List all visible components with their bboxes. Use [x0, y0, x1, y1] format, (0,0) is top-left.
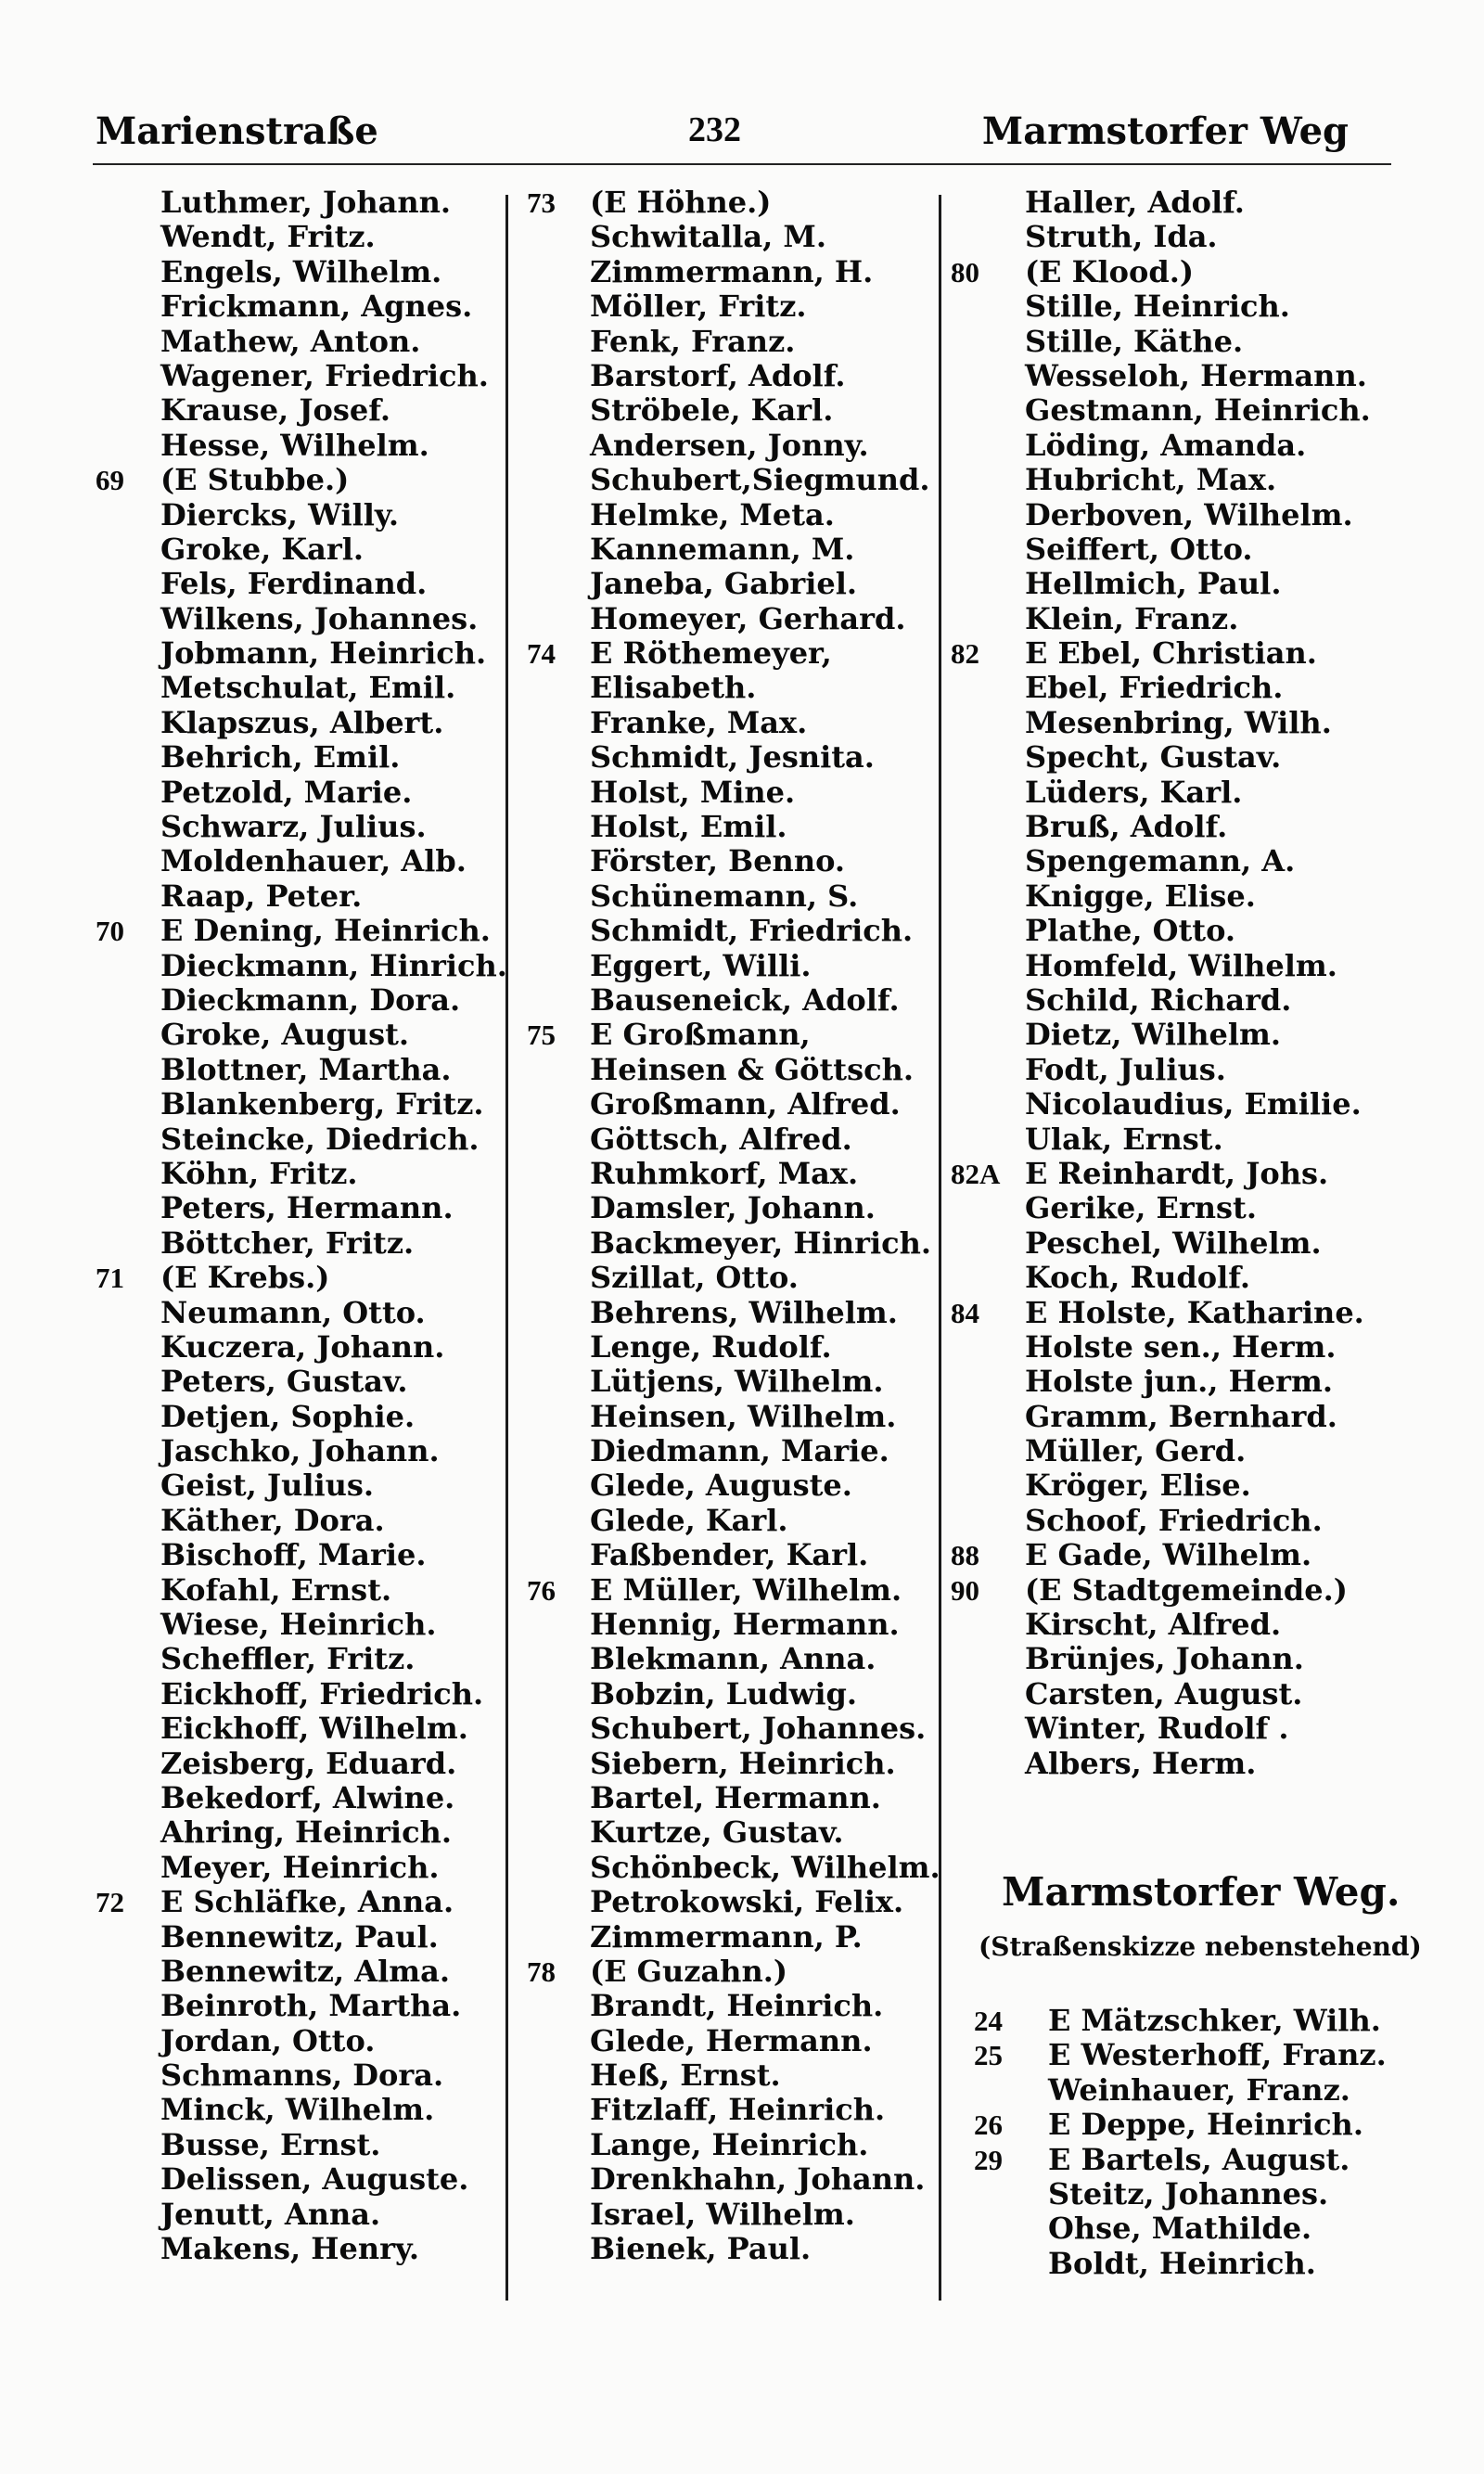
resident-name: Winter, Rudolf . [1025, 1711, 1289, 1747]
resident-name: Andersen, Jonny. [590, 427, 869, 463]
resident-name: Schwitalla, M. [590, 219, 826, 255]
resident-name: Zimmermann, P. [590, 1918, 863, 1955]
resident-name: Wesseloh, Hermann. [1025, 357, 1367, 393]
resident-name: Nicolaudius, Emilie. [1025, 1086, 1362, 1122]
resident-name: Struth, Ida. [1025, 219, 1218, 255]
resident-name: Kuczera, Johann. [160, 1328, 445, 1365]
resident-name: Bennewitz, Paul. [160, 1918, 439, 1955]
resident-name: Jordan, Otto. [160, 2022, 376, 2058]
resident-name: Wiese, Heinrich. [160, 1607, 437, 1643]
house-number: 70 [96, 915, 124, 948]
resident-name: Neumann, Otto. [160, 1294, 426, 1330]
resident-name: E Mätzschker, Wilh. [1048, 2003, 1381, 2038]
resident-name: Kofahl, Ernst. [160, 1571, 392, 1608]
resident-name: E Reinhardt, Johs. [1025, 1155, 1329, 1191]
resident-name: Steitz, Johannes. [1048, 2175, 1329, 2211]
house-number: 84 [951, 1296, 979, 1329]
resident-name: Stille, Käthe. [1025, 323, 1244, 359]
resident-name: Jenutt, Anna. [160, 2196, 381, 2232]
resident-name: (E Guzahn.) [590, 1953, 787, 1989]
resident-name: Barstorf, Adolf. [590, 357, 846, 393]
resident-name: Zimmermann, H. [590, 253, 874, 289]
resident-name: Engels, Wilhelm. [160, 253, 442, 289]
resident-name: Holst, Mine. [590, 774, 796, 810]
resident-name: Ebel, Friedrich. [1025, 670, 1284, 706]
resident-name: Boldt, Heinrich. [1048, 2245, 1316, 2281]
resident-name: Derboven, Wilhelm. [1025, 496, 1353, 532]
resident-name: E Bartels, August. [1048, 2141, 1350, 2177]
resident-name: E Großmann, [590, 1017, 811, 1053]
resident-name: Siebern, Heinrich. [590, 1745, 896, 1781]
resident-name: Fenk, Franz. [590, 323, 796, 359]
resident-name: Böttcher, Fritz. [160, 1224, 415, 1261]
resident-name: Jaschko, Johann. [160, 1433, 440, 1469]
resident-name: Faßbender, Karl. [590, 1537, 869, 1573]
resident-name: Stille, Heinrich. [1025, 288, 1290, 325]
resident-name: Szillat, Otto. [590, 1260, 799, 1296]
resident-name: Fitzlaff, Heinrich. [590, 2092, 886, 2128]
resident-name: Behrens, Wilhelm. [590, 1294, 898, 1330]
resident-name: Wendt, Fritz. [160, 219, 376, 255]
resident-name: Peschel, Wilhelm. [1025, 1224, 1322, 1261]
resident-name: Großmann, Alfred. [590, 1086, 901, 1122]
resident-name: Hennig, Hermann. [590, 1607, 900, 1643]
resident-name: (E Stadtgemeinde.) [1025, 1571, 1348, 1608]
resident-name: Bennewitz, Alma. [160, 1953, 450, 1989]
resident-name: Kurtze, Gustav. [590, 1814, 844, 1851]
resident-name: Peters, Gustav. [160, 1364, 408, 1400]
resident-name: Damsler, Johann. [590, 1190, 876, 1226]
resident-name: Schmidt, Jesnita. [590, 739, 875, 776]
resident-name: E Deppe, Heinrich. [1048, 2107, 1363, 2143]
resident-name: Fels, Ferdinand. [160, 566, 428, 602]
resident-name: Diercks, Willy. [160, 496, 399, 532]
resident-name: Groke, August. [160, 1017, 410, 1053]
section-title: Marmstorfer Weg. [1002, 1869, 1401, 1915]
resident-name: Hubricht, Max. [1025, 462, 1277, 498]
resident-name: Homfeld, Wilhelm. [1025, 947, 1337, 983]
house-number: 75 [527, 1019, 556, 1052]
column-divider-2 [939, 195, 941, 2301]
header-rule [93, 163, 1391, 165]
house-number: 78 [527, 1955, 556, 1988]
resident-name: Holst, Emil. [590, 809, 787, 845]
resident-name: Bobzin, Ludwig. [590, 1675, 857, 1711]
resident-name: Bartel, Hermann. [590, 1779, 881, 1815]
resident-name: Schünemann, S. [590, 878, 859, 914]
resident-name: E Röthemeyer, [590, 635, 832, 672]
resident-name: Makens, Henry. [160, 2231, 420, 2267]
resident-name: (E Stubbe.) [160, 462, 350, 498]
resident-name: Schubert, Johannes. [590, 1711, 927, 1747]
resident-name: Petzold, Marie. [160, 774, 413, 810]
resident-name: Lange, Heinrich. [590, 2126, 869, 2162]
resident-name: Israel, Wilhelm. [590, 2196, 855, 2232]
resident-name: Ohse, Mathilde. [1048, 2211, 1312, 2247]
resident-name: Kannemann, M. [590, 531, 855, 567]
resident-name: Elisabeth. [590, 670, 757, 706]
house-number: 73 [527, 186, 556, 219]
resident-name: Fodt, Julius. [1025, 1051, 1226, 1087]
resident-name: Moldenhauer, Alb. [160, 843, 467, 879]
resident-name: Heinsen, Wilhelm. [590, 1398, 897, 1434]
resident-name: Blankenberg, Fritz. [160, 1086, 484, 1122]
resident-name: Schmidt, Friedrich. [590, 913, 914, 949]
house-number: 76 [527, 1573, 556, 1607]
resident-name: Klapszus, Albert. [160, 704, 444, 740]
resident-name: Eggert, Willi. [590, 947, 812, 983]
resident-name: Koch, Rudolf. [1025, 1260, 1250, 1296]
house-number: 24 [974, 2005, 1003, 2037]
resident-name: Bischoff, Marie. [160, 1537, 427, 1573]
resident-name: Franke, Max. [590, 704, 808, 740]
resident-name: Luthmer, Johann. [160, 185, 451, 220]
resident-name: Kröger, Elise. [1025, 1468, 1251, 1504]
resident-name: Löding, Amanda. [1025, 427, 1307, 463]
resident-name: Schubert,Siegmund. [590, 462, 930, 498]
resident-name: Holste sen., Herm. [1025, 1328, 1337, 1365]
resident-name: Ulak, Ernst. [1025, 1121, 1223, 1157]
resident-name: Klein, Franz. [1025, 600, 1239, 636]
resident-name: Käther, Dora. [160, 1502, 385, 1538]
resident-name: Müller, Gerd. [1025, 1433, 1247, 1469]
house-number: 72 [96, 1886, 124, 1919]
resident-name: (E Krebs.) [160, 1260, 330, 1296]
resident-name: Holste jun., Herm. [1025, 1364, 1334, 1400]
resident-name: Schild, Richard. [1025, 981, 1292, 1018]
resident-name: Janeba, Gabriel. [590, 566, 857, 602]
resident-name: Geist, Julius. [160, 1468, 375, 1504]
house-number: 26 [974, 2109, 1003, 2142]
resident-name: Möller, Fritz. [590, 288, 807, 325]
column-divider-1 [505, 195, 508, 2301]
resident-name: E Schläfke, Anna. [160, 1884, 454, 1920]
house-number: 69 [96, 464, 124, 497]
resident-name: Mesenbring, Wilh. [1025, 704, 1332, 740]
resident-name: Haller, Adolf. [1025, 185, 1245, 220]
resident-name: Glede, Karl. [590, 1502, 788, 1538]
resident-name: Zeisberg, Eduard. [160, 1745, 457, 1781]
house-number: 90 [951, 1573, 979, 1607]
resident-name: Dieckmann, Hinrich. [160, 947, 507, 983]
header-street-left: Marienstraße [96, 109, 378, 153]
resident-name: Groke, Karl. [160, 531, 365, 567]
resident-name: Wagener, Friedrich. [160, 357, 489, 393]
resident-name: Kirscht, Alfred. [1025, 1607, 1282, 1643]
resident-name: Ströbele, Karl. [590, 392, 834, 429]
resident-name: Schoof, Friedrich. [1025, 1502, 1323, 1538]
page-number: 232 [688, 110, 741, 149]
resident-name: Blekmann, Anna. [590, 1641, 876, 1677]
resident-name: Dieckmann, Dora. [160, 981, 461, 1018]
resident-name: Seiffert, Otto. [1025, 531, 1253, 567]
resident-name: Behrich, Emil. [160, 739, 401, 776]
resident-name: Bienek, Paul. [590, 2231, 812, 2267]
resident-name: Brandt, Heinrich. [590, 1988, 884, 2024]
resident-name: Eickhoff, Wilhelm. [160, 1711, 468, 1747]
resident-name: Lenge, Rudolf. [590, 1328, 832, 1365]
house-number: 82 [951, 637, 979, 671]
resident-name: Scheffler, Fritz. [160, 1641, 416, 1677]
resident-name: Bruß, Adolf. [1025, 809, 1228, 845]
resident-name: Hellmich, Paul. [1025, 566, 1282, 602]
resident-name: Förster, Benno. [590, 843, 845, 879]
house-number: 80 [951, 255, 979, 288]
house-number: 25 [974, 2039, 1003, 2072]
resident-name: E Ebel, Christian. [1025, 635, 1317, 672]
resident-name: Schwarz, Julius. [160, 809, 427, 845]
resident-name: E Dening, Heinrich. [160, 913, 491, 949]
resident-name: Göttsch, Alfred. [590, 1121, 852, 1157]
resident-name: Bauseneick, Adolf. [590, 981, 900, 1018]
resident-name: (E Klood.) [1025, 253, 1194, 289]
resident-name: Glede, Hermann. [590, 2022, 873, 2058]
resident-name: Detjen, Sophie. [160, 1398, 416, 1434]
resident-name: Drenkhahn, Johann. [590, 2161, 926, 2198]
resident-name: Hesse, Wilhelm. [160, 427, 429, 463]
resident-name: Frickmann, Agnes. [160, 288, 473, 325]
resident-name: Specht, Gustav. [1025, 739, 1282, 776]
resident-name: Gerike, Ernst. [1025, 1190, 1257, 1226]
resident-name: Weinhauer, Franz. [1048, 2071, 1350, 2108]
resident-name: E Holste, Katharine. [1025, 1294, 1364, 1330]
resident-name: Homeyer, Gerhard. [590, 600, 906, 636]
resident-name: Backmeyer, Hinrich. [590, 1224, 931, 1261]
house-number: 88 [951, 1539, 979, 1572]
house-number: 82A [951, 1157, 1001, 1190]
resident-name: Delissen, Auguste. [160, 2161, 469, 2198]
resident-name: Gramm, Bernhard. [1025, 1398, 1337, 1434]
resident-name: Bekedorf, Alwine. [160, 1779, 455, 1815]
resident-name: Ahring, Heinrich. [160, 1814, 452, 1851]
resident-name: Peters, Hermann. [160, 1190, 454, 1226]
resident-name: Dietz, Wilhelm. [1025, 1017, 1281, 1053]
resident-name: Spengemann, A. [1025, 843, 1296, 879]
resident-name: Schmanns, Dora. [160, 2057, 444, 2094]
resident-name: Helmke, Meta. [590, 496, 835, 532]
resident-name: Meyer, Heinrich. [160, 1849, 440, 1885]
resident-name: Lütjens, Wilhelm. [590, 1364, 884, 1400]
resident-name: Minck, Wilhelm. [160, 2092, 435, 2128]
house-number: 29 [974, 2143, 1003, 2176]
resident-name: Diedmann, Marie. [590, 1433, 889, 1469]
resident-name: Heß, Ernst. [590, 2057, 781, 2094]
resident-name: E Gade, Wilhelm. [1025, 1537, 1312, 1573]
resident-name: Heinsen & Göttsch. [590, 1051, 914, 1087]
resident-name: Albers, Herm. [1025, 1745, 1257, 1781]
resident-name: Carsten, August. [1025, 1675, 1303, 1711]
resident-name: E Müller, Wilhelm. [590, 1571, 902, 1608]
resident-name: Mathew, Anton. [160, 323, 421, 359]
resident-name: E Westerhoff, Franz. [1048, 2037, 1387, 2073]
resident-name: Beinroth, Martha. [160, 1988, 462, 2024]
house-number: 74 [527, 637, 556, 671]
house-number: 71 [96, 1262, 124, 1295]
resident-name: Wilkens, Johannes. [160, 600, 479, 636]
resident-name: Glede, Auguste. [590, 1468, 852, 1504]
resident-name: Gestmann, Heinrich. [1025, 392, 1371, 429]
resident-name: Metschulat, Emil. [160, 670, 456, 706]
resident-name: Plathe, Otto. [1025, 913, 1235, 949]
resident-name: Eickhoff, Friedrich. [160, 1675, 484, 1711]
resident-name: Lüders, Karl. [1025, 774, 1243, 810]
resident-name: Petrokowski, Felix. [590, 1884, 904, 1920]
resident-name: Brünjes, Johann. [1025, 1641, 1304, 1677]
resident-name: Krause, Josef. [160, 392, 390, 429]
resident-name: (E Höhne.) [590, 185, 772, 220]
resident-name: Knigge, Elise. [1025, 878, 1256, 914]
resident-name: Steincke, Diedrich. [160, 1121, 480, 1157]
header-street-right: Marmstorfer Weg [981, 109, 1349, 153]
resident-name: Jobmann, Heinrich. [160, 635, 487, 672]
section-subtitle: (Straßenskizze nebenstehend) [979, 1931, 1422, 1962]
resident-name: Ruhmkorf, Max. [590, 1155, 859, 1191]
resident-name: Schönbeck, Wilhelm. [590, 1849, 940, 1885]
resident-name: Köhn, Fritz. [160, 1155, 358, 1191]
resident-name: Raap, Peter. [160, 878, 363, 914]
resident-name: Blottner, Martha. [160, 1051, 452, 1087]
resident-name: Busse, Ernst. [160, 2126, 381, 2162]
